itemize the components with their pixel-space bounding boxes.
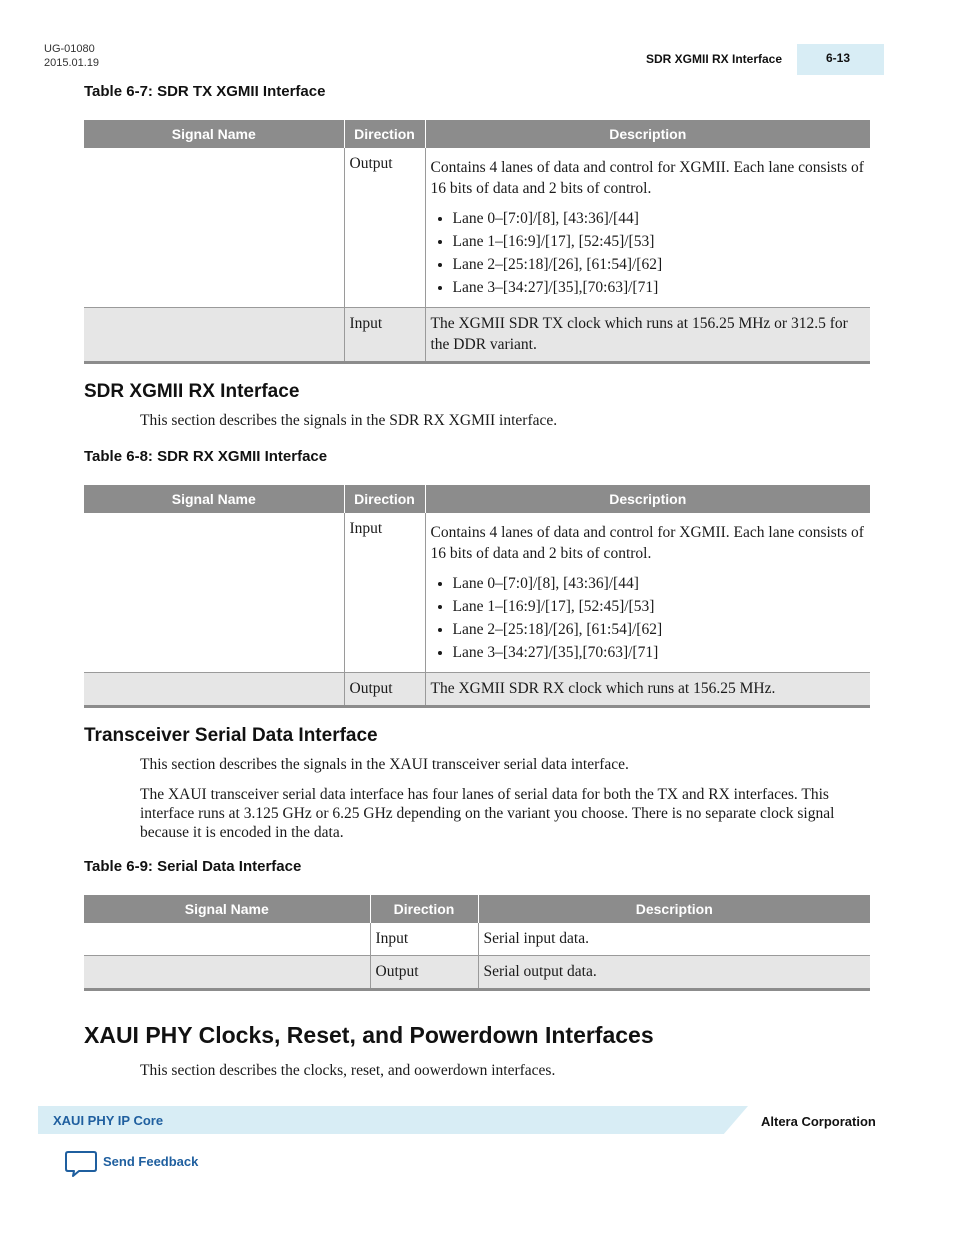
section-heading-rx: SDR XGMII RX Interface [84,381,300,402]
list-item: • Lane 0–[7:0]/[8], [43:36]/[44] [453,207,866,230]
direction-cell: Input [344,513,425,673]
table-row [84,673,870,707]
column-header-signal: Signal Name [84,895,370,923]
signal-cell [84,148,344,308]
list-item: • Lane 1–[16:9]/[17], [52:45]/[53] [453,595,866,618]
table-caption-tx: Table 6-7: SDR TX XGMII Interface [84,83,326,100]
column-header-description: Description [425,485,870,513]
direction-cell: Input [344,308,425,363]
speech-bubble-icon[interactable] [65,1150,97,1178]
section-body-serial: The XAUI transceiver serial data interface has four lanes of serial data for both the TX and RX interfaces. This interface runs at 3.125 GHz or 6.25 GHz depending on the variant you choose. There is no separate clock signal because it is encoded in the data. [140,786,835,841]
direction-cell: Output [344,673,425,707]
page-number-tab [797,44,884,75]
footer-company: Altera Corporation [761,1114,876,1129]
column-header-signal: Signal Name [84,120,344,148]
direction-cell: Output [344,148,425,308]
signal-cell [84,513,344,673]
footer-product-link[interactable]: XAUI PHY IP Core [53,1113,164,1128]
description-cell [425,148,870,308]
column-header-direction: Direction [344,485,425,513]
list-item: • Lane 3–[34:27]/[35],[70:63]/[71] [453,276,866,299]
description-cell: The XGMII SDR RX clock which runs at 156.25 MHz. [425,673,870,707]
table-header-row [84,485,870,513]
signal-cell [84,956,370,990]
section-heading-serial: Transceiver Serial Data Interface [84,725,378,746]
list-item: • Lane 0–[7:0]/[8], [43:36]/[44] [453,572,866,595]
description-text: Contains 4 lanes of data and control for XGMII. Each lane consists of 16 bits of data and 2 bits of control. [430,159,864,197]
column-header-direction: Direction [370,895,478,923]
table-caption-serial: Table 6-9: Serial Data Interface [84,858,302,875]
description-cell: The XGMII SDR TX clock which runs at 156.25 MHz or 312.5 for the DDR variant. [425,308,870,363]
table-row [84,956,870,990]
document-id-block [44,42,99,70]
table-caption-rx: Table 6-8: SDR RX XGMII Interface [84,448,328,465]
table-row [84,513,870,673]
description-cell: Serial input data. [478,923,870,956]
list-item: • Lane 1–[16:9]/[17], [52:45]/[53] [453,230,866,253]
table-sdr-tx [84,120,870,364]
document-id: UG-01080 [44,43,95,55]
table-header-row [84,120,870,148]
direction-cell: Output [370,956,478,990]
section-intro-serial: This section describes the signals in the XAUI transceiver serial data interface. [140,756,629,773]
signal-cell [84,308,344,363]
list-item: • Lane 2–[25:18]/[26], [61:54]/[62] [453,618,866,641]
page-number: 6-13 [826,51,851,65]
description-cell: Serial output data. [478,956,870,990]
running-header-section: SDR XGMII RX Interface [646,52,783,66]
column-header-description: Description [478,895,870,923]
document-date: 2015.01.19 [44,57,100,69]
lane-list [431,572,866,664]
description-text: Contains 4 lanes of data and control for XGMII. Each lane consists of 16 bits of data and 2 bits of control. [430,524,864,562]
table-sdr-rx [84,485,870,708]
signal-cell [84,923,370,956]
table-header-row [84,895,870,923]
list-item: • Lane 3–[34:27]/[35],[70:63]/[71] [453,641,866,664]
list-item: • Lane 2–[25:18]/[26], [61:54]/[62] [453,253,866,276]
description-cell [425,513,870,673]
send-feedback-link[interactable]: Send Feedback [103,1154,199,1169]
table-row [84,148,870,308]
section-intro-rx: This section describes the signals in the SDR RX XGMII interface. [140,412,558,429]
section-heading-clocks: XAUI PHY Clocks, Reset, and Powerdown Interfaces [84,1022,654,1048]
table-serial-data [84,895,870,991]
table-row [84,923,870,956]
column-header-signal: Signal Name [84,485,344,513]
column-header-description: Description [425,120,870,148]
table-row [84,308,870,363]
section-intro-clocks: This section describes the clocks, reset, and oowerdown interfaces. [140,1062,556,1079]
signal-cell [84,673,344,707]
column-header-direction: Direction [344,120,425,148]
direction-cell: Input [370,923,478,956]
lane-list [431,207,866,299]
